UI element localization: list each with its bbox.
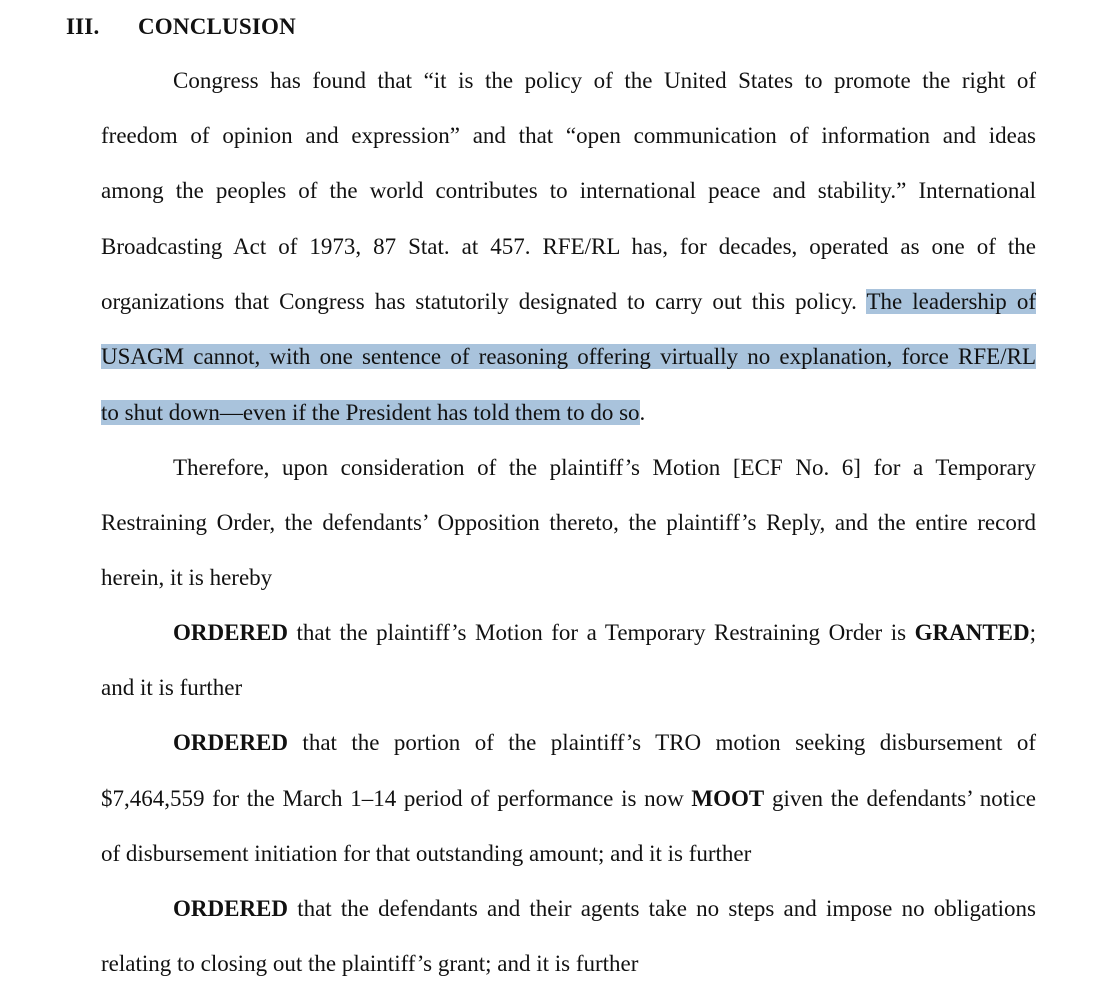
moot-label: MOOT (691, 786, 765, 811)
text-line-9: Restraining Order, the defendants’ Opposition thereto, the plaintiff’s Reply, and the entire record (101, 510, 1036, 535)
text-line-17: relating to closing out the plaintiff’s grant; and it is further (101, 951, 639, 976)
text-line-7 (101, 397, 1036, 429)
text-line-8: Therefore, upon consideration of the plaintiff’s Motion [ECF No. 6] for a Temporary (173, 455, 1036, 480)
ordered-label: ORDERED (173, 620, 289, 645)
text-line-2: freedom of opinion and expression” and that “open communication of information and ideas (101, 123, 1036, 148)
text-line-7-period: . (639, 400, 646, 425)
highlighted-text: to shut down—even if the President has told them to do so (101, 400, 640, 425)
text-line-1: Congress has found that “it is the policy of the United States to promote the right of (173, 68, 1036, 93)
highlighted-text: The leadership of (866, 289, 1036, 314)
text-line-10: herein, it is hereby (101, 565, 273, 590)
text-line-13-rest: that the portion of the plaintiff’s TRO motion seeking disbursement of (288, 730, 1036, 755)
ordered-label: ORDERED (173, 896, 289, 921)
text-line-16-rest: that the defendants and their agents take no steps and impose no obligations (288, 896, 1036, 921)
text-line-14-start: $7,464,559 for the March 1–14 period of performance is now (101, 786, 692, 811)
text-line-11-mid: that the plaintiff’s Motion for a Temporary Restraining Order is (288, 620, 915, 645)
text-line-15: of disbursement initiation for that outstanding amount; and it is further (101, 841, 752, 866)
granted-label: GRANTED (914, 620, 1030, 645)
section-heading (66, 14, 296, 40)
section-title: CONCLUSION (138, 14, 296, 39)
text-line-4: Broadcasting Act of 1973, 87 Stat. at 457. RFE/RL has, for decades, operated as one of the (101, 234, 1036, 259)
text-line-6 (101, 341, 1036, 373)
section-number: III. (66, 14, 100, 39)
text-line-5-plain: organizations that Congress has statutorily designated to carry out this policy. (101, 289, 867, 314)
text-line-11-end: ; (1029, 620, 1036, 645)
text-line-12: and it is further (101, 675, 243, 700)
text-line-11 (173, 617, 1036, 649)
text-line-13 (173, 727, 1036, 759)
ordered-label: ORDERED (173, 730, 289, 755)
text-line-3: among the peoples of the world contributes to international peace and stability.” International (101, 178, 1036, 203)
text-line-14-end: given the defendants’ notice (764, 786, 1036, 811)
text-line-14 (101, 783, 1036, 815)
highlighted-text: USAGM cannot, with one sentence of reasoning offering virtually no explanation, force RFE/RL (101, 344, 1036, 369)
text-line-16 (173, 893, 1036, 925)
text-line-5 (101, 286, 1036, 318)
